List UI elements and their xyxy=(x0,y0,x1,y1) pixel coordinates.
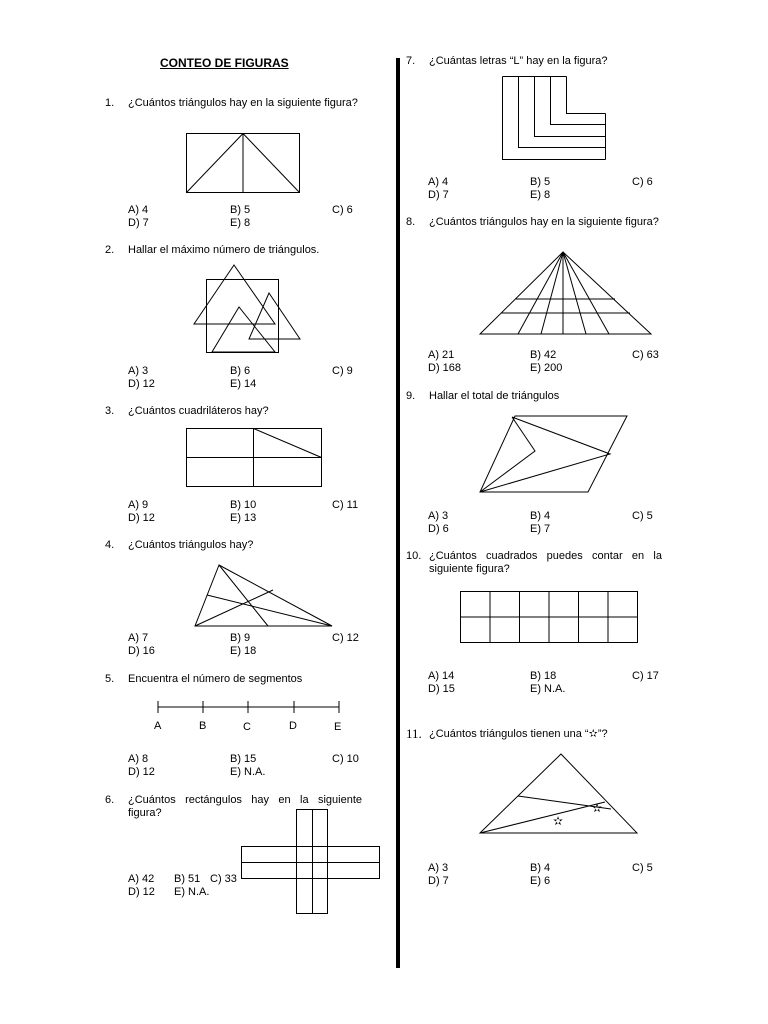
point-label: E xyxy=(334,721,342,733)
option-b[interactable]: B) 10 xyxy=(230,499,257,511)
option-d[interactable]: D) 16 xyxy=(128,645,155,657)
figure-overlapping-triangles-square xyxy=(192,264,302,356)
option-d[interactable]: D) 15 xyxy=(428,683,455,695)
option-d[interactable]: D) 6 xyxy=(428,523,449,535)
option-a[interactable]: A) 4 xyxy=(428,176,449,188)
question-number: 9. xyxy=(406,390,416,402)
option-b[interactable]: B) 51 xyxy=(174,873,201,885)
question-number: 1. xyxy=(105,97,115,109)
option-b[interactable]: B) 42 xyxy=(530,349,557,361)
option-c[interactable]: C) 12 xyxy=(332,632,359,644)
option-e[interactable]: E) 6 xyxy=(530,875,551,887)
question-9 xyxy=(406,390,662,404)
option-c[interactable]: C) 10 xyxy=(332,753,359,765)
figure-nested-l-shapes xyxy=(501,76,609,162)
option-e[interactable]: E) 18 xyxy=(230,645,257,657)
option-e[interactable]: E) N.A. xyxy=(174,886,210,898)
question-2 xyxy=(105,244,362,258)
option-a[interactable]: A) 42 xyxy=(128,873,155,885)
question-number: 8. xyxy=(406,216,416,228)
question-number: 6. xyxy=(105,794,115,806)
worksheet-title: CONTEO DE FIGURAS xyxy=(160,56,289,70)
question-text: ¿Cuántos cuadriláteros hay? xyxy=(128,405,269,417)
option-d[interactable]: D) 12 xyxy=(128,512,155,524)
option-b[interactable]: B) 18 xyxy=(530,670,557,682)
option-d[interactable]: D) 7 xyxy=(128,217,149,229)
question-3 xyxy=(105,405,362,419)
question-text: Hallar el máximo número de triángulos. xyxy=(128,244,320,256)
option-c[interactable]: C) 63 xyxy=(632,349,659,361)
option-b[interactable]: B) 4 xyxy=(530,862,551,874)
figure-segment-line xyxy=(155,700,345,714)
option-a[interactable]: A) 7 xyxy=(128,632,149,644)
option-e[interactable]: E) 200 xyxy=(530,362,563,374)
question-number: 2. xyxy=(105,244,115,256)
question-text: ¿Cuántos triángulos hay? xyxy=(128,539,254,551)
option-e[interactable]: E) 13 xyxy=(230,512,257,524)
point-label: D xyxy=(289,720,297,732)
question-text: ¿Cuántas letras “L” hay en la figura? xyxy=(429,55,608,67)
option-e[interactable]: E) 14 xyxy=(230,378,257,390)
star-icon: ✫ xyxy=(592,801,603,815)
question-text: ¿Cuántos triángulos hay en la siguiente figura? xyxy=(429,216,659,228)
option-b[interactable]: B) 5 xyxy=(530,176,551,188)
option-d[interactable]: D) 168 xyxy=(428,362,462,374)
option-e[interactable]: E) N.A. xyxy=(530,683,566,695)
option-a[interactable]: A) 14 xyxy=(428,670,455,682)
point-label: B xyxy=(199,720,207,732)
option-a[interactable]: A) 8 xyxy=(128,753,149,765)
option-c[interactable]: C) 5 xyxy=(632,862,653,874)
option-c[interactable]: C) 9 xyxy=(332,365,353,377)
option-c[interactable]: C) 11 xyxy=(332,499,359,511)
figure-triangle-with-cevians xyxy=(193,563,335,629)
question-number: 11. xyxy=(406,726,422,741)
option-e[interactable]: E) 8 xyxy=(230,217,251,229)
figure-parallelogram-arrow xyxy=(478,414,630,494)
option-a[interactable]: A) 3 xyxy=(428,510,449,522)
option-c[interactable]: C) 6 xyxy=(332,204,353,216)
question-number: 5. xyxy=(105,673,115,685)
question-number: 10. xyxy=(406,550,422,562)
question-7 xyxy=(406,55,662,69)
question-11 xyxy=(406,727,662,743)
option-e[interactable]: E) 8 xyxy=(530,189,551,201)
option-b[interactable]: B) 9 xyxy=(230,632,251,644)
option-e[interactable]: E) N.A. xyxy=(230,766,266,778)
question-text: ¿Cuántos cuadrados puedes contar en la siguiente figura? xyxy=(429,550,662,575)
option-d[interactable]: D) 7 xyxy=(428,875,449,887)
question-number: 4. xyxy=(105,539,115,551)
option-a[interactable]: A) 9 xyxy=(128,499,149,511)
point-label: A xyxy=(154,720,162,732)
option-a[interactable]: A) 3 xyxy=(428,862,449,874)
option-b[interactable]: B) 5 xyxy=(230,204,251,216)
star-icon: ✫ xyxy=(553,814,564,828)
option-d[interactable]: D) 12 xyxy=(128,766,155,778)
question-5 xyxy=(105,673,362,687)
point-label: C xyxy=(243,721,251,733)
question-text: ¿Cuántos rectángulos hay en la siguiente figura? xyxy=(128,794,362,819)
question-1 xyxy=(105,97,362,127)
question-text: Encuentra el número de segmentos xyxy=(128,673,303,685)
option-c[interactable]: C) 33 xyxy=(210,873,237,885)
option-c[interactable]: C) 17 xyxy=(632,670,659,682)
option-d[interactable]: D) 12 xyxy=(128,886,155,898)
option-c[interactable]: C) 5 xyxy=(632,510,653,522)
question-number: 3. xyxy=(105,405,115,417)
option-a[interactable]: A) 4 xyxy=(128,204,149,216)
option-b[interactable]: B) 4 xyxy=(530,510,551,522)
option-a[interactable]: A) 3 xyxy=(128,365,149,377)
option-b[interactable]: B) 15 xyxy=(230,753,257,765)
option-a[interactable]: A) 21 xyxy=(428,349,455,361)
figure-cross-of-rectangles xyxy=(241,809,381,915)
question-10 xyxy=(406,550,662,580)
option-e[interactable]: E) 7 xyxy=(530,523,551,535)
question-text: Hallar el total de triángulos xyxy=(429,390,560,402)
question-text: ¿Cuántos triángulos hay en la siguiente figura? xyxy=(128,97,358,109)
question-text: ¿Cuántos triángulos tienen una “✫”? xyxy=(429,728,608,740)
question-8 xyxy=(406,216,662,246)
option-b[interactable]: B) 6 xyxy=(230,365,251,377)
option-d[interactable]: D) 7 xyxy=(428,189,449,201)
option-d[interactable]: D) 12 xyxy=(128,378,155,390)
question-number: 7. xyxy=(406,55,416,67)
column-divider xyxy=(396,58,400,968)
question-4 xyxy=(105,539,362,553)
option-c[interactable]: C) 6 xyxy=(632,176,653,188)
figure-fan-triangle xyxy=(478,251,654,336)
figure-rectangle-with-triangles xyxy=(186,133,301,194)
figure-divided-rectangle xyxy=(186,428,323,488)
figure-grid-2x6 xyxy=(460,591,640,644)
